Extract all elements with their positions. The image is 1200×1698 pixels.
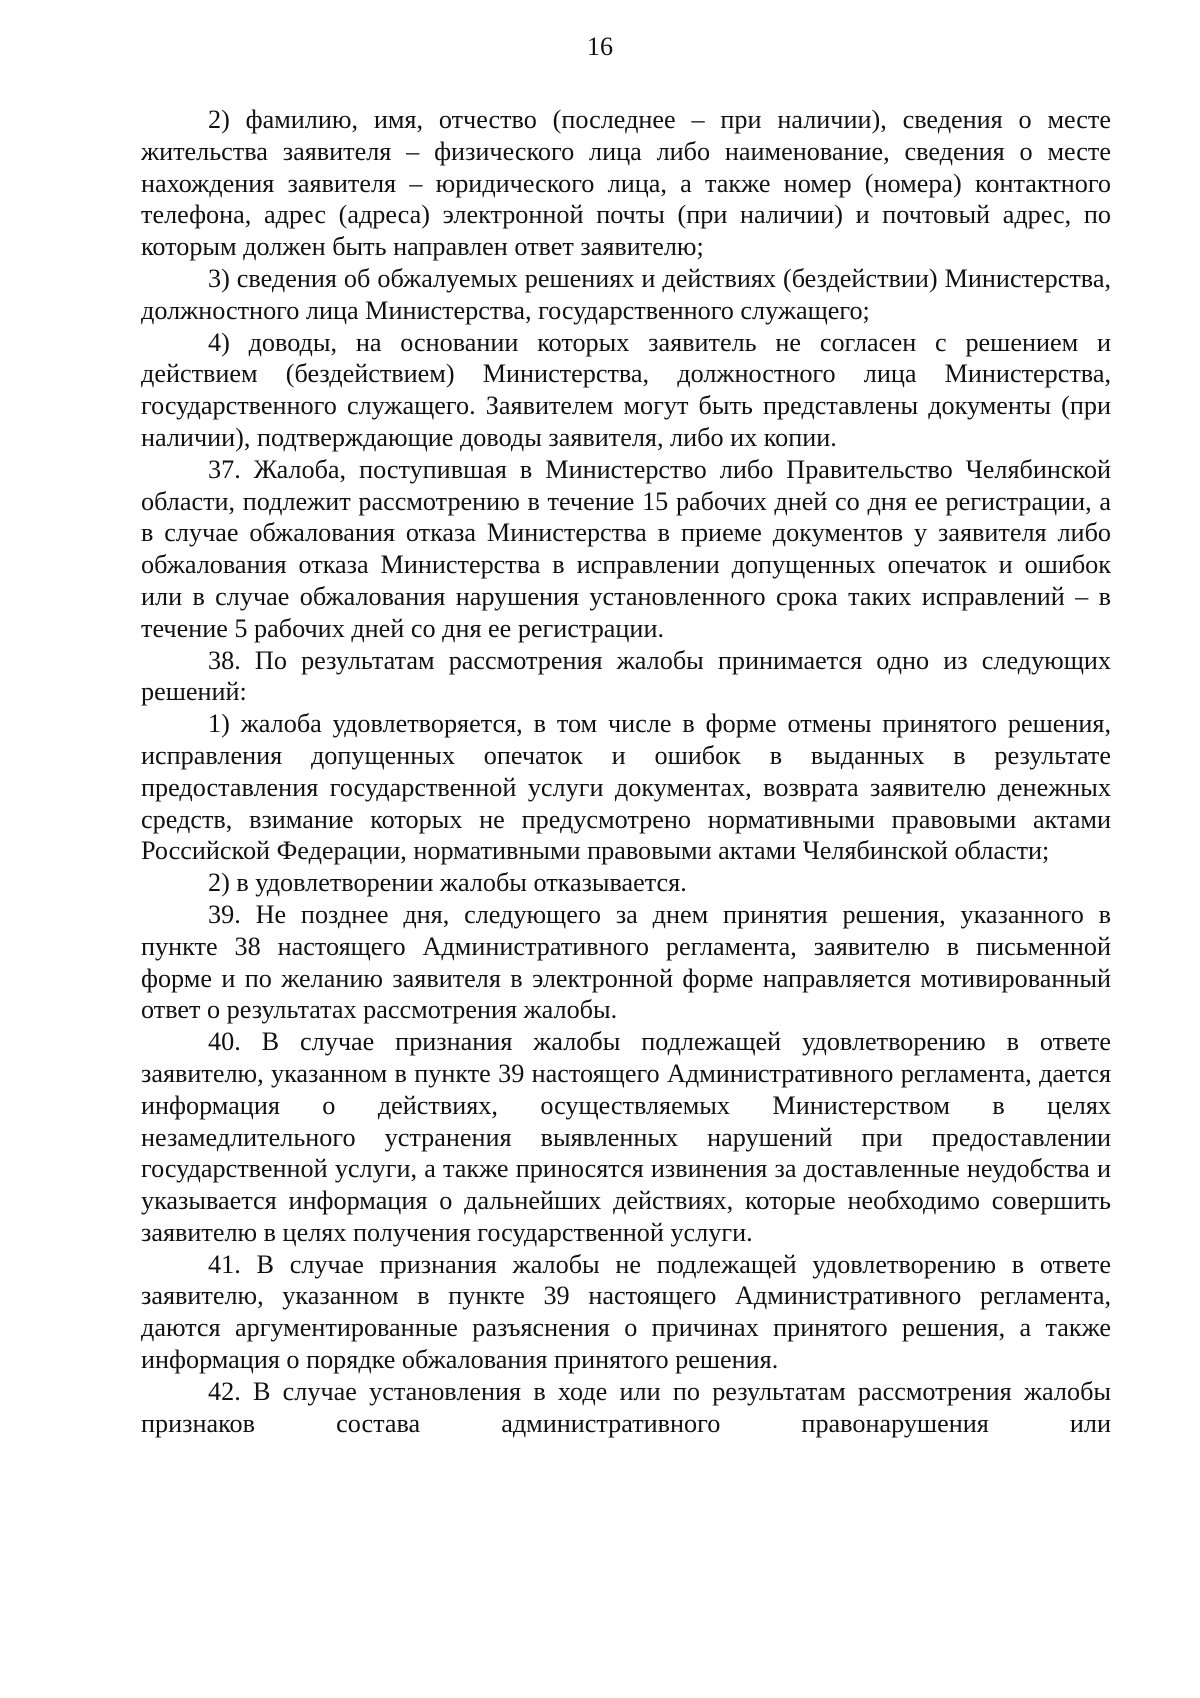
paragraph-decision-1: 1) жалоба удовлетворяется, в том числе в форме отмены принятого решения, исправления допущенных опечаток и ошибок в выданных в результате предоставления государственной услуги документах, возврата заявителю денежных средств, взимание которых не предусмотрено нормативными правовыми актами Российской Федерации, нормативными правовыми актами Челябинской области; bbox=[141, 709, 1111, 866]
paragraph-clause-39: 39. Не позднее дня, следующего за днем принятия решения, указанного в пункте 38 настоящего Административного регламента, заявителю в письменной форме и по желанию заявителя в электронной форме направляется мотивированный ответ о результатах рассмотрения жалобы. bbox=[141, 899, 1111, 1025]
paragraph-clause-38: 38. По результатам рассмотрения жалобы принимается одно из следующих решений: bbox=[141, 645, 1111, 707]
paragraph-item-2-applicant-details: 2) фамилию, имя, отчество (последнее – при наличии), сведения о месте жительства заявителя – физического лица либо наименование, сведения о месте нахождения заявителя – юридического лица, а также номер (номера) контактного телефона, адрес (адреса) электронной почты (при наличии) и почтовый адрес, по которым должен быть направлен ответ заявителю; bbox=[141, 105, 1111, 262]
paragraph-clause-41: 41. В случае признания жалобы не подлежащей удовлетворению в ответе заявителю, указанном в пункте 39 настоящего Административного регламента, даются аргументированные разъяснения о причинах принятого решения, а также информация о порядке обжалования принятого решения. bbox=[141, 1249, 1111, 1375]
paragraph-item-4-arguments: 4) доводы, на основании которых заявитель не согласен с решением и действием (бездействием) Министерства, должностного лица Министерства, государственного служащего. Заявителем могут быть представлены документы (при наличии), подтверждающие доводы заявителя, либо их копии. bbox=[141, 327, 1111, 452]
page-number: 16 bbox=[587, 32, 613, 61]
paragraph-clause-37: 37. Жалоба, поступившая в Министерство либо Правительство Челябинской области, подлежит рассмотрению в течение 15 рабочих дней со дня ее регистрации, а в случае обжалования отказа Министерства в приеме документов у заявителя либо обжалования отказа Министерства в исправлении допущенных опечаток и ошибок или в случае обжалования нарушения установленного срока таких исправлений – в течение 5 рабочих дней со дня ее регистрации. bbox=[141, 454, 1111, 643]
document-body bbox=[141, 104, 1111, 1439]
paragraph-clause-42: 42. В случае установления в ходе или по результатам рассмотрения жалобы признаков состава административного правонарушения или bbox=[141, 1376, 1111, 1438]
paragraph-clause-40: 40. В случае признания жалобы подлежащей удовлетворению в ответе заявителю, указанном в пункте 39 настоящего Административного регламента, дается информация о действиях, осуществляемых Министерством в целях незамедлительного устранения выявленных нарушений при предоставлении государственной услуги, а также приносятся извинения за доставленные неудобства и указывается информация о дальнейших действиях, которые необходимо совершить заявителю в целях получения государственной услуги. bbox=[141, 1027, 1111, 1247]
paragraph-decision-2: 2) в удовлетворении жалобы отказывается. bbox=[208, 868, 687, 898]
paragraph-item-3-appealed-decisions: 3) сведения об обжалуемых решениях и действиях (бездействии) Министерства, должностного лица Министерства, государственного служащего; bbox=[141, 263, 1111, 325]
